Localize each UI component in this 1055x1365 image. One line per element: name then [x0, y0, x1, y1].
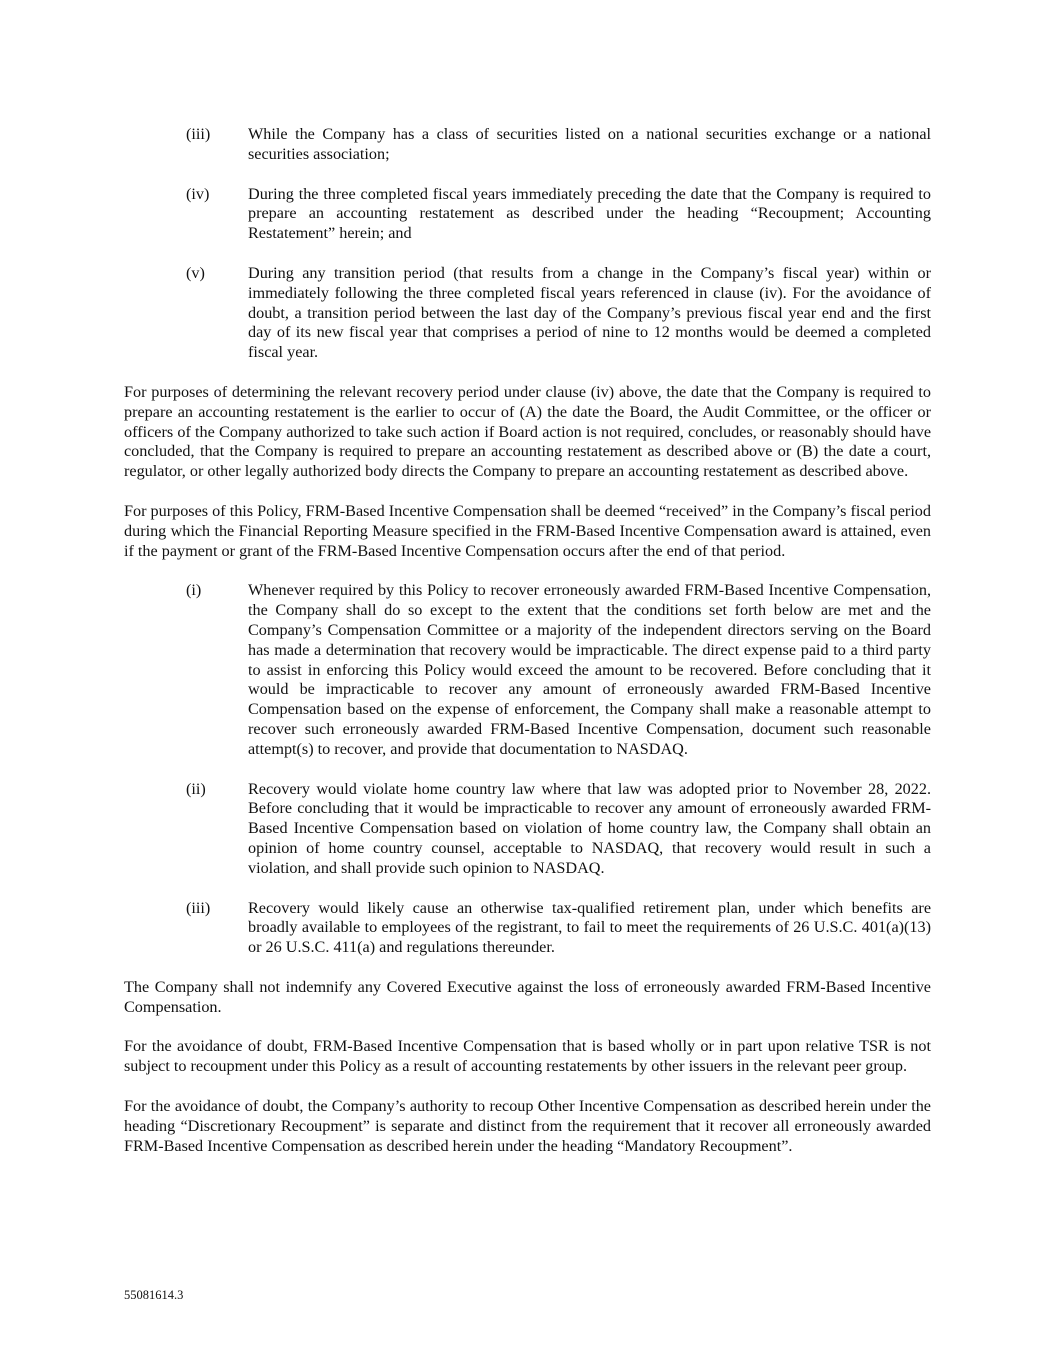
list-item — [124, 264, 931, 363]
paragraph-no-indemnification: The Company shall not indemnify any Covered Executive against the loss of erroneously awarded FRM-Based Incentive Compensation. — [124, 977, 931, 1016]
document-body — [124, 125, 931, 1176]
list-item-text: During any transition period (that results from a change in the Company’s fiscal year) within or immediately following the three completed fiscal years referenced in clause (iv). For the avoidance of doubt, a transition period between the last day of the Company’s previous fiscal year end and the first day of its new fiscal year that comprises a period of nine to 12 months would be deemed a completed fiscal year. — [248, 263, 931, 362]
list-item-text: Whenever required by this Policy to recover erroneously awarded FRM-Based Incentive Compensation, the Company shall do so except to the extent that the conditions set forth below are met and the Company’s Compensation Committee or a majority of the independent directors serving on the Board has made a determination that recovery would be impracticable. The direct expense paid to a third party to assist in enforcing this Policy would exceed the amount to be recovered. Before concluding that it would be impracticable to recover any amount of erroneously awarded FRM-Based Incentive Compensation based on the expense of enforcement, the Company shall make a reasonable attempt to recover such erroneously awarded FRM-Based Incentive Compensation, document such reasonable attempt(s) to recover, and provide that documentation to NASDAQ. — [248, 581, 931, 758]
list-item-number: (ii) — [186, 779, 206, 798]
list-item-number: (iii) — [186, 898, 211, 917]
list-item-number: (i) — [186, 581, 202, 600]
list-item-text: During the three completed fiscal years immediately preceding the date that the Company is required to prepare an accounting restatement as described under the heading “Recoupment; Accounting Restatement” herein; and — [248, 184, 931, 243]
list-item — [124, 125, 931, 165]
paragraph-relative-tsr: For the avoidance of doubt, FRM-Based Incentive Compensation that is based wholly or in part upon relative TSR is not subject to recoupment under this Policy as a result of accounting restatements by other issuers in the relevant peer group. — [124, 1037, 931, 1076]
paragraph-discretionary-recoupment: For the avoidance of doubt, the Company’s authority to recoup Other Incentive Compensation as described herein under the heading “Discretionary Recoupment” is separate and distinct from the requirement that it recover all erroneously awarded FRM-Based Incentive Compensation as described herein under the heading “Mandatory Recoupment”. — [124, 1097, 931, 1155]
paragraph-recovery-period: For purposes of determining the relevant recovery period under clause (iv) above, the date that the Company is required to prepare an accounting restatement is the earlier to occur of (A) the date the Board, the Audit Committee, or the officer or officers of the Company authorized to take such action if Board action is not required, concludes, or reasonably should have concluded, that the Company is required to prepare an accounting restatement as described above or (B) the date a court, regulator, or other legally authorized body directs the Company to prepare an accounting restatement as described above. — [124, 382, 931, 481]
document-id-footer: 55081614.3 — [124, 1288, 184, 1302]
list-item-number: (iii) — [186, 125, 211, 143]
list-item-number: (v) — [186, 263, 205, 282]
list-item — [124, 581, 931, 759]
list-item — [124, 185, 931, 244]
paragraph-received-definition: For purposes of this Policy, FRM-Based Incentive Compensation shall be deemed “received” in the Company’s fiscal period during which the Financial Reporting Measure specified in the FRM-Based Incentive Compensation award is attained, even if the payment or grant of the FRM-Based Incentive Compensation occurs after the end of that period. — [124, 501, 931, 560]
list-item — [124, 899, 931, 958]
list-item-text: While the Company has a class of securities listed on a national securities exchange or a national securities association; — [248, 125, 931, 163]
list-item-text: Recovery would violate home country law where that law was adopted prior to November 28, 2022. Before concluding that it would be impracticable to recover any amount of erroneously awarded FRM-Based Incentive Compensation based on violation of home country law, the Company shall obtain an opinion of home country counsel, acceptable to NASDAQ, that recovery would result in such a violation, and shall provide such opinion to NASDAQ. — [248, 779, 931, 877]
list-item — [124, 780, 931, 879]
list-item-number: (iv) — [186, 184, 210, 203]
list-item-text: Recovery would likely cause an otherwise tax-qualified retirement plan, under which benefits are broadly available to employees of the registrant, to fail to meet the requirements of 26 U.S.C. 401(a)(13) or 26 U.S.C. 411(a) and regulations thereunder. — [248, 898, 931, 957]
